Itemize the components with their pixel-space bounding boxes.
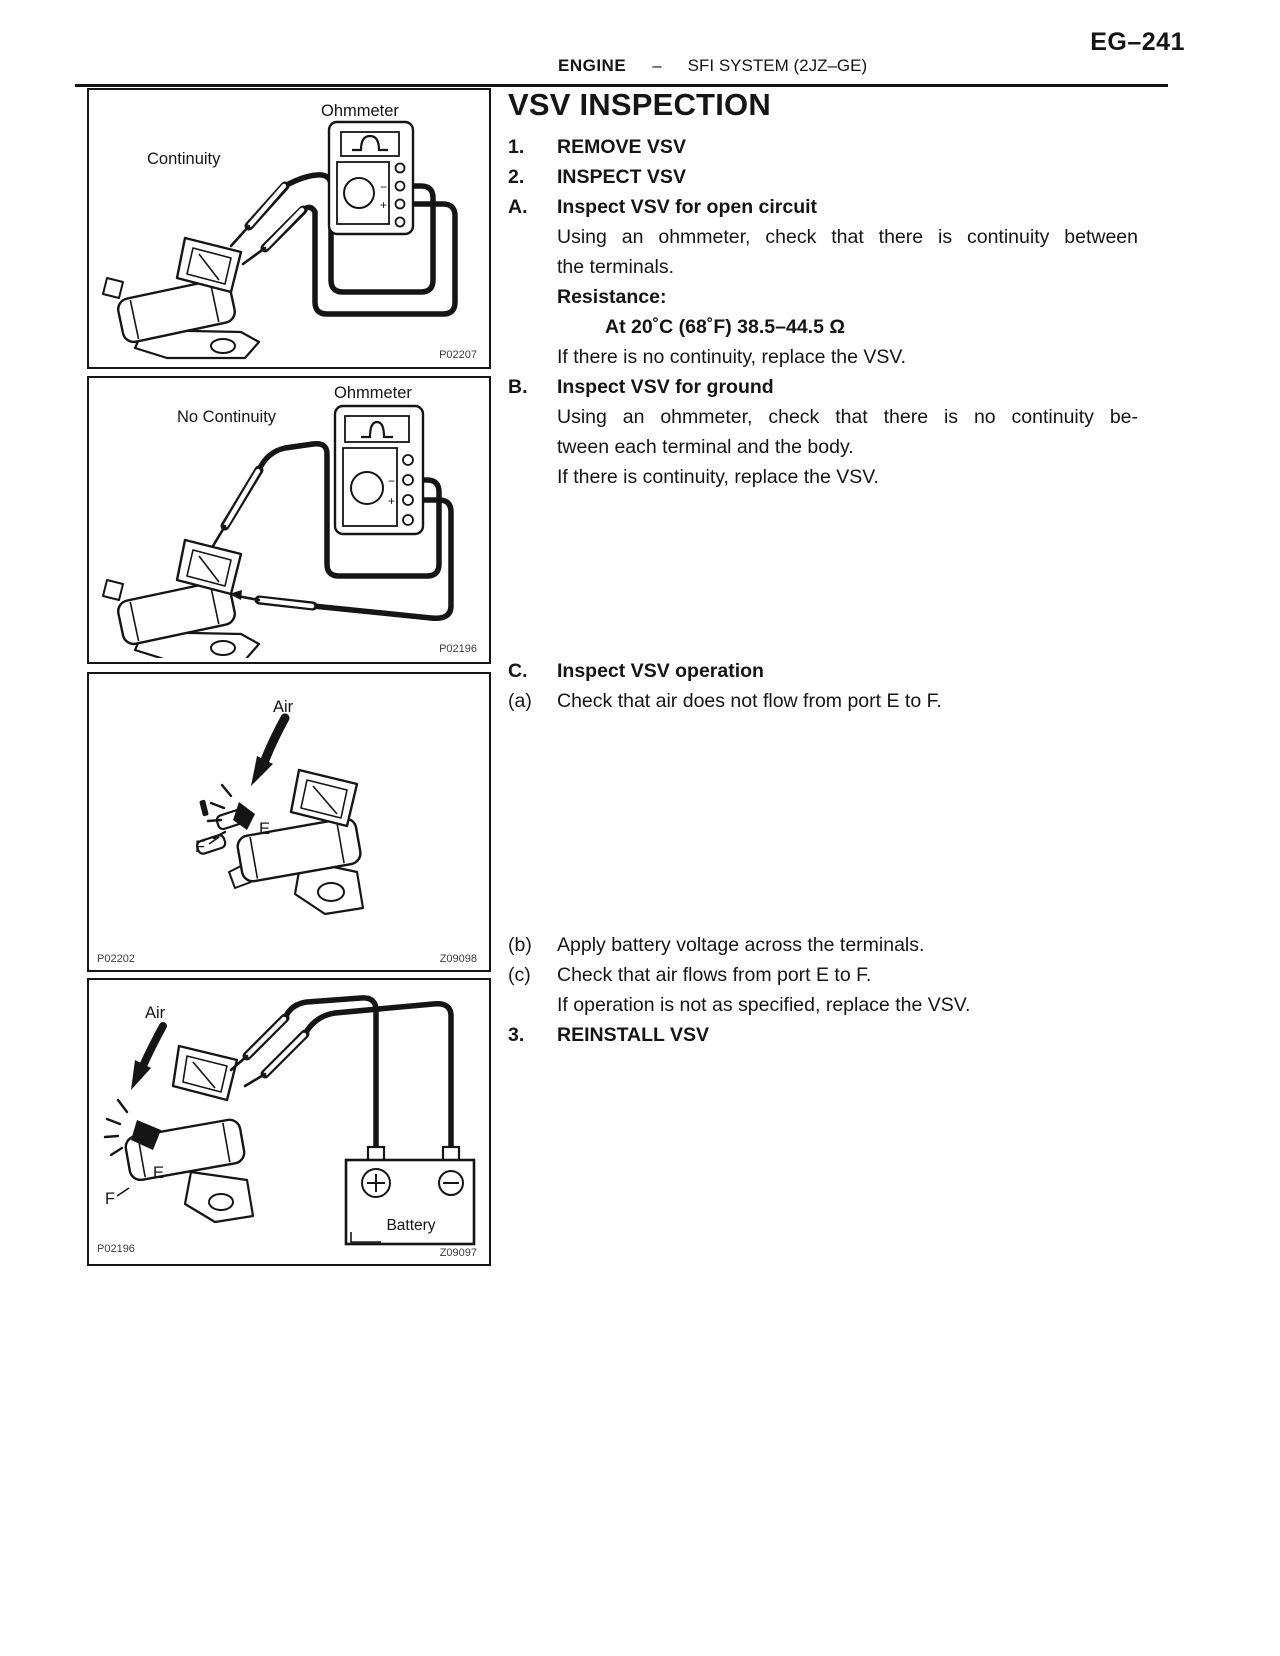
step-reinstall-vsv [508,1020,1138,1050]
resistance-spec-value: At 20˚C (68˚F) 38.5–44.5 Ω [605,316,845,338]
section-b-note: If there is continuity, replace the VSV. [557,466,879,488]
meter-minus-mark: − [387,474,395,488]
page-number: EG–241 [1090,28,1185,56]
ohmmeter-label: Ohmmeter [334,384,412,402]
meter-plus-mark: + [387,494,395,508]
item-text: Apply battery voltage across the terminals. [557,934,925,956]
item-text: Check that air flows from port E to F. [557,964,872,986]
air-label: Air [145,1004,166,1022]
figure-continuity-illustration [89,90,485,363]
battery-minus-terminal-icon [439,1171,463,1195]
air-label: Air [273,698,294,716]
continuity-label: Continuity [147,150,221,168]
section-title: Inspect VSV for open circuit [557,196,818,218]
item-letter: (a) [508,690,532,712]
air-arrow-icon [251,718,285,786]
figure-air-no-flow-illustration [89,674,485,966]
section-letter: A. [508,196,528,218]
step-label: INSPECT VSV [557,166,686,188]
section-b-body-line2: tween each terminal and the body. [557,436,854,458]
port-pin [199,800,209,817]
battery-wires [285,998,451,1146]
resistance-spec-label: Resistance: [557,286,667,308]
vsv-valve-drawing [103,238,259,358]
step-number: 3. [508,1024,525,1046]
air-arrow-icon [131,1026,163,1090]
figure-continuity-check [87,88,491,369]
figure-code: P02207 [439,349,477,361]
step-remove-vsv [508,132,1138,162]
section-letter: B. [508,376,528,398]
port-f-label: F [195,838,206,856]
procedure-text-bottom [508,930,1138,1050]
label-leader-line [117,1188,129,1196]
figure-code: P02196 [439,643,477,655]
ohmmeter-device [335,406,423,534]
section-letter: C. [508,660,528,682]
battery-plus-terminal-icon [362,1169,390,1197]
item-text: Check that air does not flow from port E to F. [557,690,942,712]
item-b [508,930,1138,960]
section-a-body-line1: Using an ohmmeter, check that there is continuity between [557,226,1138,248]
figure-air-no-flow [87,672,491,972]
test-probes [231,1018,305,1086]
no-continuity-label: No Continuity [177,408,277,426]
section-title: Inspect VSV operation [557,660,764,682]
item-c [508,960,1138,990]
running-header [558,56,867,76]
vsv-valve-drawing [196,770,363,914]
item-letter: (c) [508,964,531,986]
figure-code-left: P02202 [97,953,135,965]
section-a-note: If there is no continuity, replace the VSV. [557,346,907,368]
figure-battery-illustration [89,980,485,1260]
header-separator: – [652,56,662,75]
section-a-heading [508,192,1138,222]
figure-code-left: P02196 [97,1243,135,1255]
procedure-text-top [508,88,1138,492]
port-f-label: F [105,1190,116,1208]
item-letter: (b) [508,934,532,956]
section-a-body-line2: the terminals. [557,256,675,278]
step-inspect-vsv [508,162,1138,192]
figure-battery-test [87,978,491,1266]
figure-ground-illustration [89,378,485,658]
figure-code-right: Z09097 [439,1247,477,1259]
procedure-text-middle [508,656,1138,716]
figure-ground-check [87,376,491,664]
port-e-label: E [153,1164,165,1182]
ohmmeter-label: Ohmmeter [321,102,399,120]
vsv-valve-drawing [103,540,259,658]
header-section: ENGINE [558,56,627,75]
port-e-label: E [259,820,271,838]
step-number: 1. [508,136,525,158]
step-label: REMOVE VSV [557,136,686,158]
battery-label: Battery [386,1217,436,1234]
item-a [508,686,1138,716]
section-c-note: If operation is not as specified, replace the VSV. [557,994,971,1016]
header-subsection: SFI SYSTEM (2JZ–GE) [687,56,868,75]
step-number: 2. [508,166,525,188]
section-b-body-line1: Using an ohmmeter, check that there is no continuity be- [557,406,1138,428]
section-title: Inspect VSV for ground [557,376,774,398]
step-label: REINSTALL VSV [557,1024,710,1046]
meter-plus-mark: + [379,198,387,212]
section-b-heading [508,372,1138,402]
meter-minus-mark: − [379,180,387,194]
page-title: VSV INSPECTION [508,87,771,122]
ohmmeter-device [329,122,413,234]
section-c-heading [508,656,1138,686]
figure-code-right: Z09098 [439,953,477,965]
